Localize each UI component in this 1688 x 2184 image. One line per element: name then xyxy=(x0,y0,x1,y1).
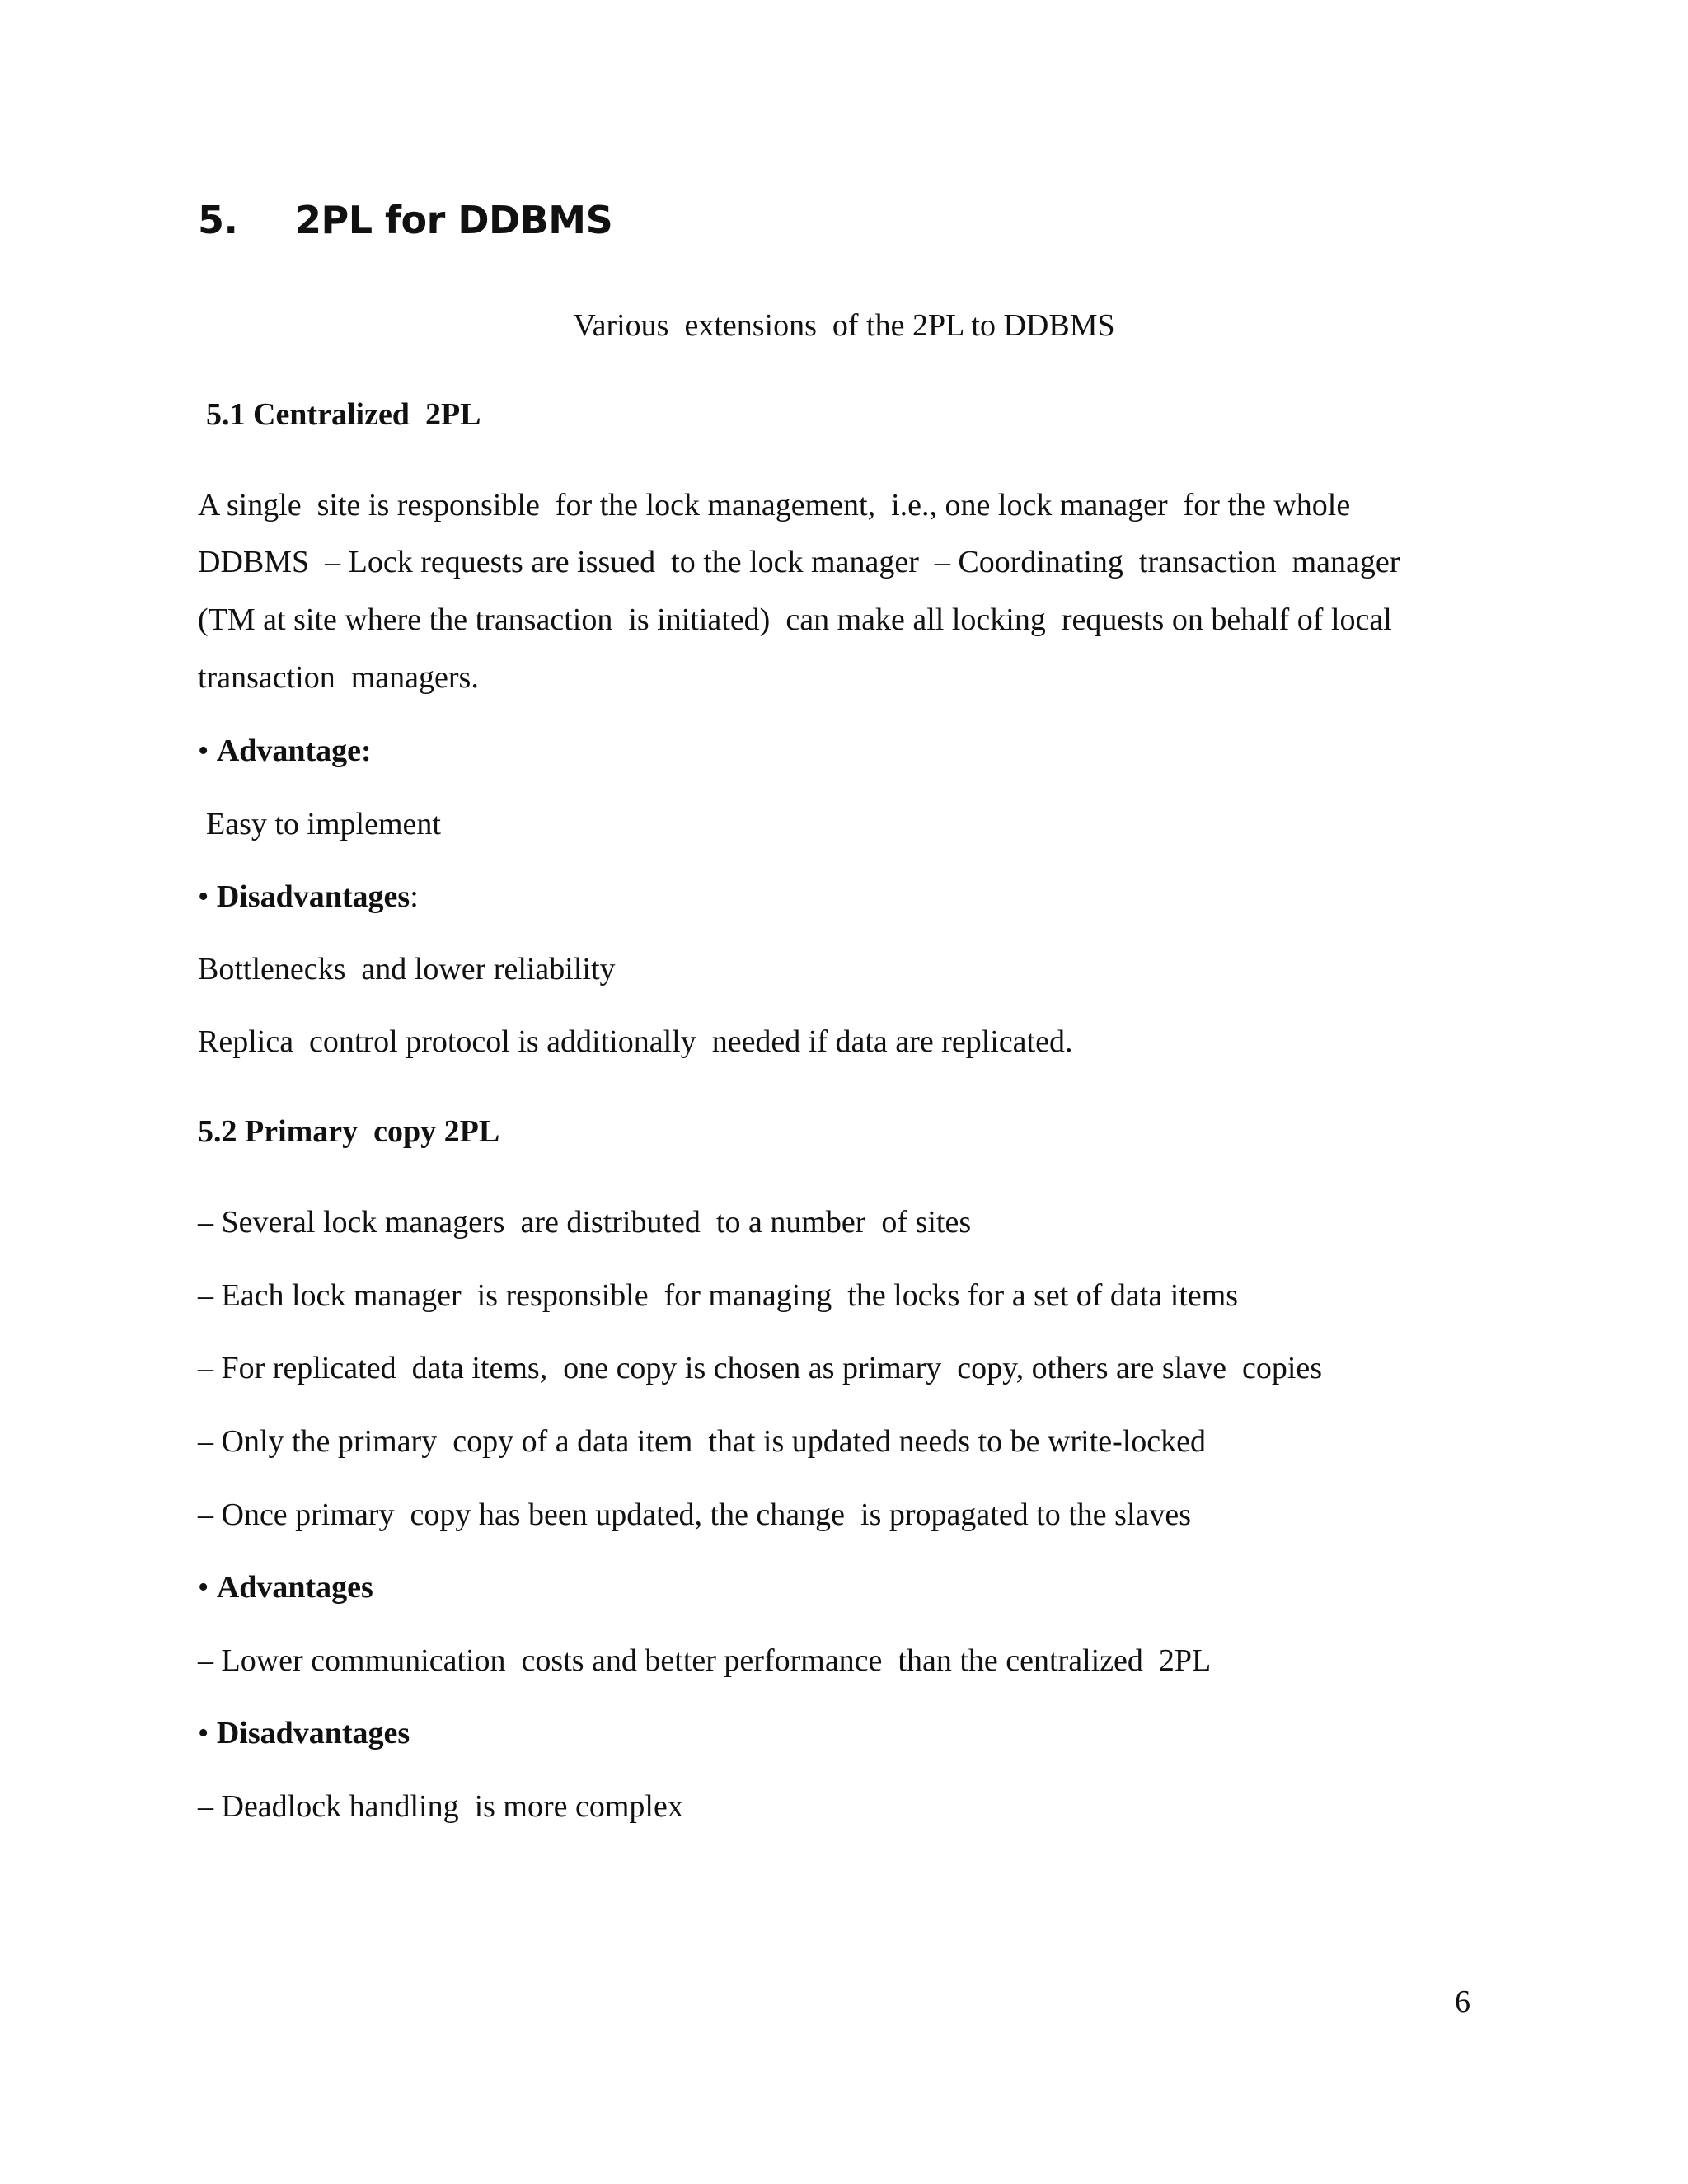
list-item: – Each lock manager is responsible for managing the locks for a set of data items xyxy=(198,1278,1239,1313)
advantages-label: Advantages xyxy=(216,1570,373,1605)
paragraph-line: transaction managers. xyxy=(198,660,479,695)
disadvantages-heading xyxy=(198,1718,410,1749)
disadvantages-label: Disadvantages xyxy=(216,1716,410,1750)
list-item: – Lower communication costs and better performance than the centralized 2PL xyxy=(198,1643,1212,1678)
page-number: 6 xyxy=(1455,1985,1470,2019)
list-item: – Several lock managers are distributed to a number of sites xyxy=(198,1205,972,1240)
list-item: Replica control protocol is additionally needed if data are replicated. xyxy=(198,1024,1073,1059)
bullet: • xyxy=(198,879,209,914)
advantages-heading xyxy=(198,1572,373,1603)
disadvantage-heading xyxy=(198,881,419,912)
subsection-1-heading: 5.1 Centralized 2PL xyxy=(206,397,481,432)
list-item: – For replicated data items, one copy is chosen as primary copy, others are slave copies xyxy=(198,1351,1323,1385)
section-subtitle: Various extensions of the 2PL to DDBMS xyxy=(573,308,1115,343)
list-item: – Deadlock handling is more complex xyxy=(198,1789,683,1824)
disadvantage-label: Disadvantages xyxy=(216,879,410,914)
bullet: • xyxy=(198,1716,209,1750)
section-title: 2PL for DDBMS xyxy=(295,198,613,242)
list-item: – Only the primary copy of a data item that is updated needs to be write-locked xyxy=(198,1424,1207,1459)
section-number: 5. xyxy=(198,198,238,242)
list-item: Bottlenecks and lower reliability xyxy=(198,952,616,987)
colon: : xyxy=(410,879,419,914)
paragraph-line: (TM at site where the transaction is initiated) can make all locking requests on behalf of local xyxy=(198,602,1392,637)
bullet: • xyxy=(198,733,209,768)
bullet: • xyxy=(198,1570,209,1605)
advantage-label: Advantage: xyxy=(216,733,372,768)
paragraph-line: A single site is responsible for the lock management, i.e., one lock manager for the whole xyxy=(198,488,1351,523)
paragraph-line: DDBMS – Lock requests are issued to the lock manager – Coordinating transaction manager xyxy=(198,545,1400,579)
list-item: – Once primary copy has been updated, the change is propagated to the slaves xyxy=(198,1497,1192,1532)
subsection-2-heading: 5.2 Primary copy 2PL xyxy=(198,1114,500,1149)
advantage-heading xyxy=(198,735,372,766)
advantage-text: Easy to implement xyxy=(206,807,441,841)
